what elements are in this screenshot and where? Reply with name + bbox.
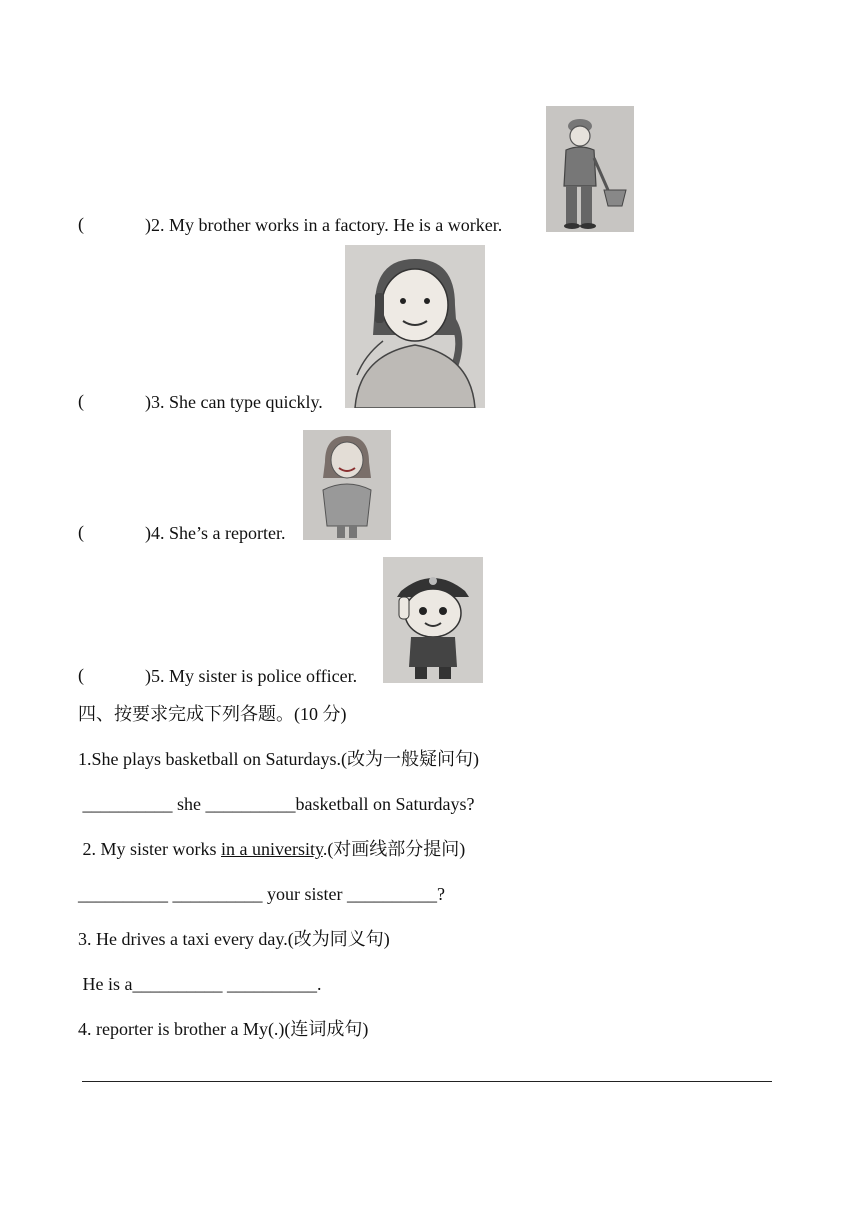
answer-paren-open: ( [78,214,84,234]
question-4-answer-line [82,1081,772,1082]
question-4: 4. reporter is brother a My(.)(连词成句) [78,1019,369,1039]
question-3-answer-line: He is a__________ __________. [78,974,322,994]
worker-picture [546,106,634,232]
item-2-text: )2. My brother works in a factory. He is a worker. [145,215,503,235]
girl-on-phone-picture [345,245,485,408]
question-1: 1.She plays basketball on Saturdays.(改为一般疑问句) [78,749,479,769]
question-2-suffix: .(对画线部分提问) [322,839,466,859]
question-2-answer-line: __________ __________ your sister __________? [78,884,445,904]
reporter-picture [303,430,391,540]
question-1-answer-line: __________ she __________basketball on Saturdays? [78,794,475,814]
answer-paren-open: ( [78,391,84,411]
question-3: 3. He drives a taxi every day.(改为同义句) [78,929,390,949]
answer-paren-open: ( [78,522,84,542]
item-4-text: )4. She’s a reporter. [145,523,286,543]
question-2-prefix: 2. My sister works [78,839,221,859]
answer-paren-open: ( [78,665,84,685]
item-3-text: )3. She can type quickly. [145,392,323,412]
police-officer-picture [383,557,483,683]
section-4-heading: 四、按要求完成下列各题。(10 分) [78,704,347,724]
question-2 [78,838,465,860]
item-5-text: )5. My sister is police officer. [145,666,358,686]
question-2-underlined-phrase: in a university [221,839,323,859]
